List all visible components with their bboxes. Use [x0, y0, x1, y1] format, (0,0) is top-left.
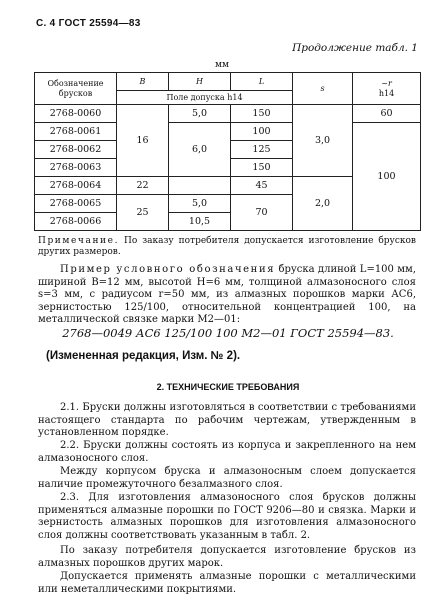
paragraph-2-2: 2.2. Бруски должны состоять из корпуса и закрепленного на нем алмазоносного слоя.	[38, 440, 416, 464]
table-continuation-label: Продолжение табл. 1	[292, 42, 418, 54]
section-title: 2. ТЕХНИЧЕСКИЕ ТРЕБОВАНИЯ	[156, 382, 300, 392]
paragraph-2-3: 2.3. Для изготовления алмазоносного слоя брусков должны применяться алмазные порошки по ГОСТ 9206—80 и связка. Марки и зернистость алмазных порошков для изготовления алмазоносного слоя должны соответствовать указанным в табл. 2.	[38, 492, 416, 541]
header-l: L	[231, 73, 293, 91]
table-row: 2768-0064 22 45 2,0	[35, 177, 421, 195]
header-r: ~r h14	[353, 73, 421, 105]
revision-note: (Измененная редакция, Изм. № 2).	[46, 350, 241, 362]
table-row: 2768-0063 150	[35, 159, 421, 177]
table-note: Примечание. По заказу потребителя допускается изготовление брусков других размеров.	[38, 236, 416, 257]
header-designation: Обозначение брусков	[35, 73, 117, 105]
header-tolerance: Поле допуска h14	[117, 91, 293, 105]
header-b: B	[117, 73, 169, 91]
table-row: 2768-0065 25 5,0 70	[35, 195, 421, 213]
table-row: 2768-0066 10,5	[35, 213, 421, 231]
designation-example: Пример условного обозначения бруска длиной L=100 мм, шириной B=12 мм, высотой H=6 мм, толщиной алмазоносного слоя s=3 мм, с радиусом r=50 мм, из алмазных порошков марки АС6, зернистостью 125/100, относительной концентрацией 100, на металлической связке марки М2—01:	[38, 264, 416, 325]
table-row: 2768-0060 16 5,0 150 3,0 60	[35, 105, 421, 123]
page-header: С. 4 ГОСТ 25594—83	[36, 18, 141, 29]
paragraph-interlayer: Между корпусом бруска и алмазоносным слоем допускается наличие промежуточного безалмазного слоя.	[38, 466, 416, 490]
designation-formula: 2768—0049 АС6 125/100 100 М2—01 ГОСТ 25594—83.	[62, 326, 394, 340]
table-row: 2768-0061 6,0 100 100	[35, 123, 421, 141]
header-h: H	[169, 73, 231, 91]
paragraph-2-1: 2.1. Бруски должны изготовляться в соответствии с требованиями настоящего стандарта по рабочим чертежам, утвержденным в установленном порядке.	[38, 402, 416, 438]
paragraph-coatings: Допускается применять алмазные порошки с металлическими или неметаллическими покрытиями.	[38, 571, 416, 595]
dimensions-table	[34, 72, 421, 231]
table-units: мм	[215, 60, 230, 70]
header-s: s	[293, 73, 353, 105]
table-row: 2768-0062 125	[35, 141, 421, 159]
paragraph-other-grades: По заказу потребителя допускается изготовление брусков из алмазных порошков других марок.	[38, 545, 416, 569]
